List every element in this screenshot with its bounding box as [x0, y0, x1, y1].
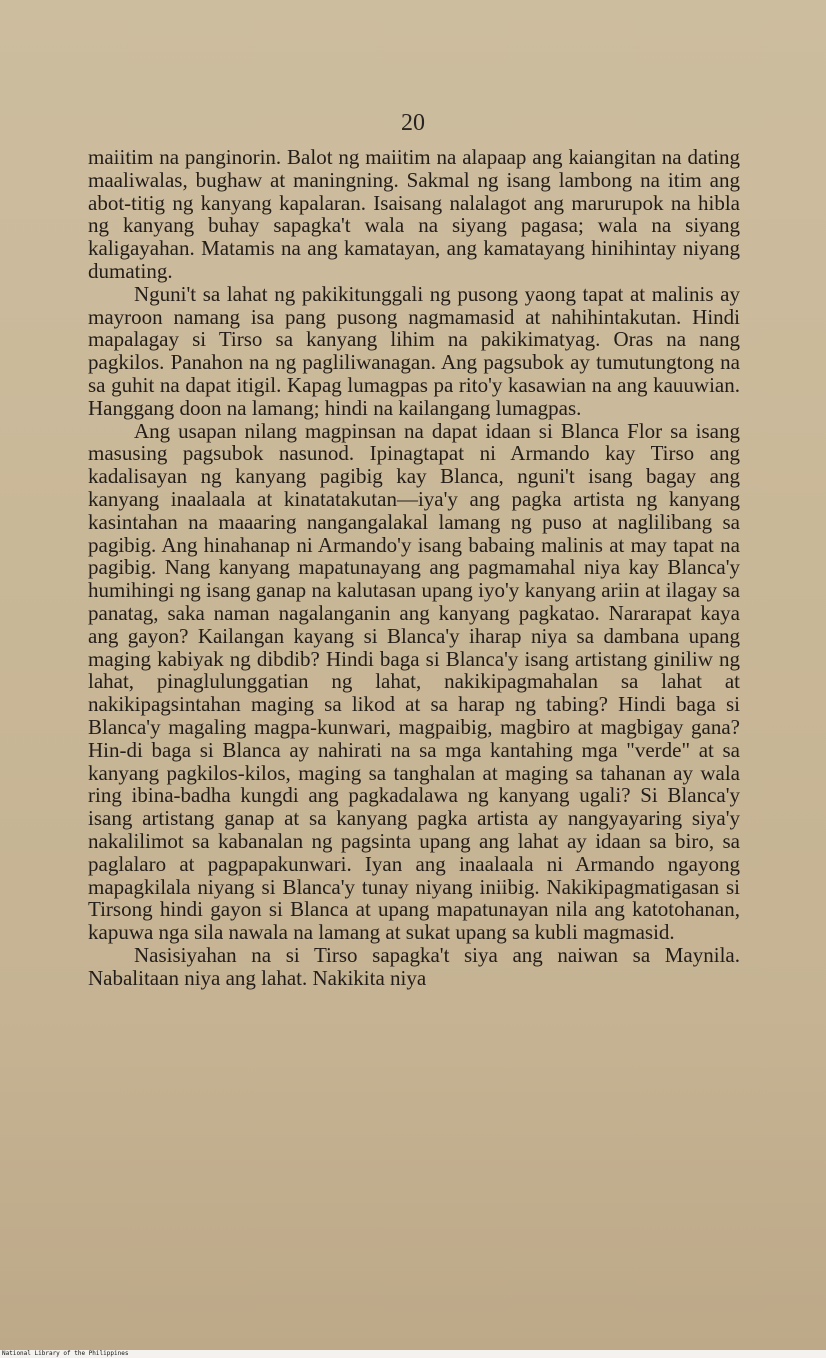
page-number: 20: [401, 110, 425, 136]
paragraph-4: Nasisiyahan na si Tirso sapagka't siya ang naiwan sa Maynila. Nabalitaan niya ang lahat. Nakikita niya: [88, 942, 740, 990]
footer-credit: National Library of the Philippines: [2, 1350, 129, 1357]
body-text: [88, 146, 740, 989]
paragraph-2: Nguni't sa lahat ng pakikitunggali ng pusong yaong tapat at malinis ay mayroon namang isa pang pusong nagmamasid at nahihintakutan. Hindi mapalagay si Tirso sa kanyang lihim na pakikimatyag. Oras na nang pagkilos. Panahon na ng pagliliwanagan. Ang pagsubok ay tumutungtong na sa guhit na dapat itigil. Kapag lumagpas pa rito'y kasawian na ang kauuwian. Hanggang doon na lamang; hindi na kailangang lumagpas.: [88, 281, 740, 420]
paragraph-3: Ang usapan nilang magpinsan na dapat idaan si Blanca Flor sa isang masusing pagsubok nasunod. Ipinagtapat ni Armando kay Tirso ang kadalisayan ng kanyang pagibig kay Blanca, nguni't isang bagay ang kanyang inaalaala at kinatatakutan—iya'y ang pagka artista ng kanyang kasintahan na maaaring nangangalakal lamang ng puso at naglilibang sa pagibig. Ang hinahanap ni Armando'y isang babaing malinis at may tapat na pagibig. Nang kanyang mapatunayang ang pagmamahal niya kay Blanca'y humihingi ng isang ganap na kalutasan upang iyo'y kanyang ariin at ilagay sa panatag, saka naman nagalanganin ang kanyang pagkatao. Nararapat kaya ang gayon? Kailangan kayang si Blanca'y iharap niya sa dambana upang maging kabiyak ng dibdib? Hindi baga si Blanca'y isang artistang giniliw ng lahat, pinaglulunggatian ng lahat, nakikipagmahalan sa lahat at nakikipagsintahan maging sa likod at sa harap ng tabing? Hindi baga si Blanca'y magaling magpa-kunwari, magpaibig, magbiro at magbigay gana? Hin-di baga si Blanca ay nahirati na sa mga kantahing mga "verde" at sa kanyang pagkilos-kilos, maging sa tanghalan at maging sa tahanan ay wala ring ibina-badha kungdi ang pagkadalawa ng kanyang ugali? Si Blanca'y isang artistang ganap at sa kanyang pagka artista ay nangyayaring siya'y nakalilimot sa kabanalan ng pagsinta upang ang lahat ay idaan sa biro, sa paglalaro at pagpapakunwari. Iyan ang inaalaala ni Armando ngayong mapagkilala niyang si Blanca'y tunay niyang iniibig. Nakikipagmatigasan si Tirsong hindi gayon si Blanca at upang mapatunayan nila ang katotohanan, kapuwa nga sila nawala na lamang at sukat upang sa kubli magmasid.: [88, 418, 740, 945]
paragraph-1: maiitim na panginorin. Balot ng maiitim na alapaap ang kaiangitan na dating maaliwalas, bughaw at maningning. Sakmal ng isang lambong na itim ang abot-titig ng kanyang kapalaran. Isaisang nalalagot ang marurupok na hibla ng kanyang buhay sapagka't wala na siyang pagasa; wala na siyang kaligayahan. Matamis na ang kamatayan, ang kamatayang hinihintay niyang dumating.: [88, 145, 740, 283]
